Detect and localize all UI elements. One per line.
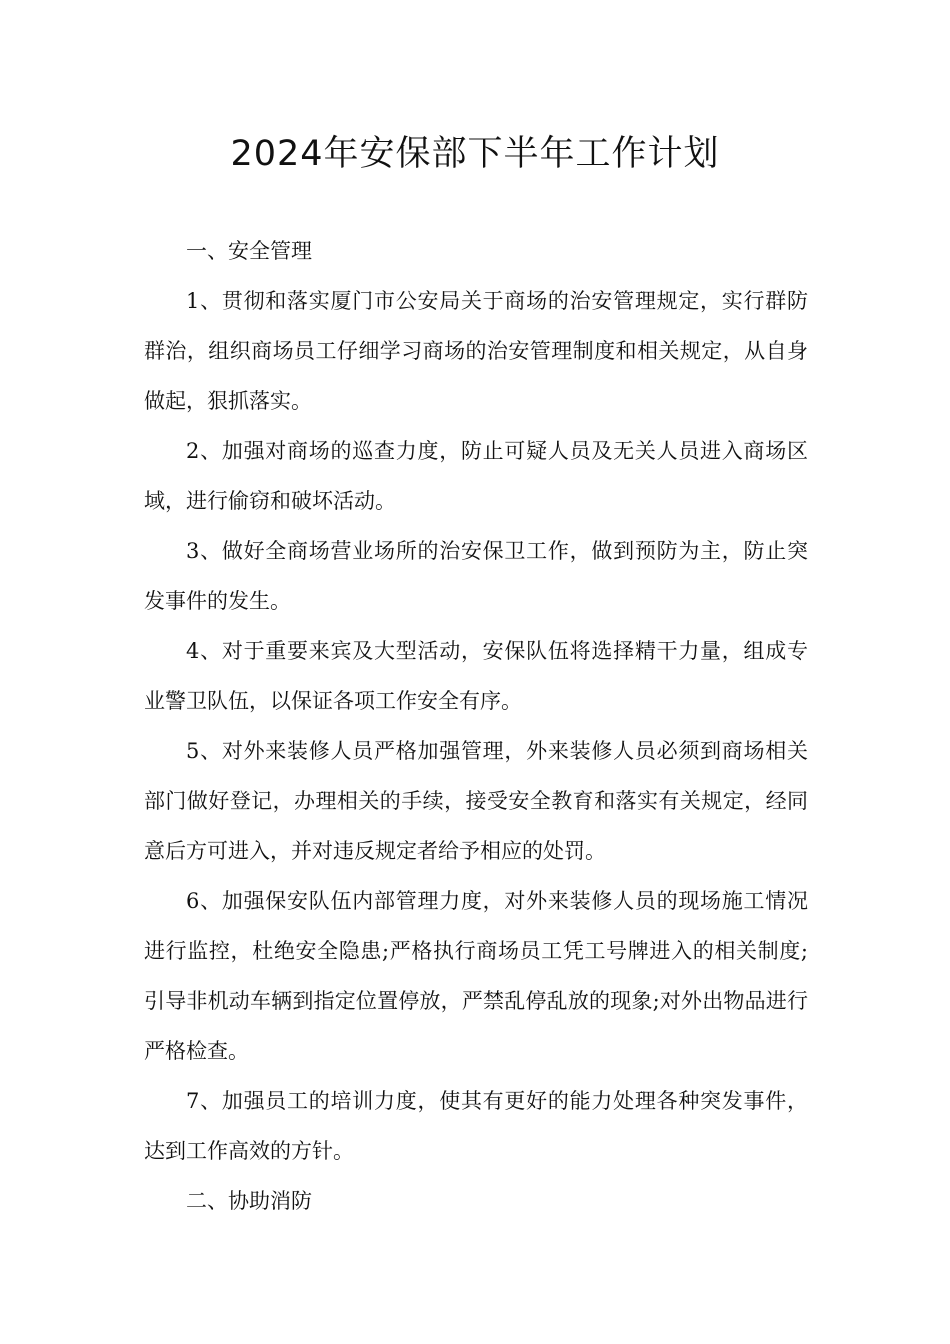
paragraph-1: 1、贯彻和落实厦门市公安局关于商场的治安管理规定，实行群防群治，组织商场员工仔细学习商场的治安管理制度和相关规定，从自身做起，狠抓落实。 [144, 289, 808, 413]
document-body [144, 226, 808, 1226]
paragraph-5: 5、对外来装修人员严格加强管理，外来装修人员必须到商场相关部门做好登记，办理相关的手续，接受安全教育和落实有关规定，经同意后方可进入，并对违反规定者给予相应的处罚。 [144, 739, 808, 863]
paragraph-3: 3、做好全商场营业场所的治安保卫工作，做到预防为主，防止突发事件的发生。 [144, 539, 808, 613]
document-title: 2024年安保部下半年工作计划 [230, 134, 720, 174]
section-heading-safety: 一、安全管理 [186, 239, 312, 263]
paragraph-4: 4、对于重要来宾及大型活动，安保队伍将选择精干力量，组成专业警卫队伍，以保证各项工作安全有序。 [144, 639, 808, 713]
section-heading-fire: 二、协助消防 [186, 1189, 312, 1213]
paragraph-2: 2、加强对商场的巡查力度，防止可疑人员及无关人员进入商场区域，进行偷窃和破坏活动。 [144, 439, 808, 513]
paragraph-7: 7、加强员工的培训力度，使其有更好的能力处理各种突发事件，达到工作高效的方针。 [144, 1089, 808, 1163]
paragraph-6: 6、加强保安队伍内部管理力度，对外来装修人员的现场施工情况进行监控，杜绝安全隐患;严格执行商场员工凭工号牌进入的相关制度;引导非机动车辆到指定位置停放，严禁乱停乱放的现象;对外出物品进行严格检查。 [144, 889, 808, 1063]
